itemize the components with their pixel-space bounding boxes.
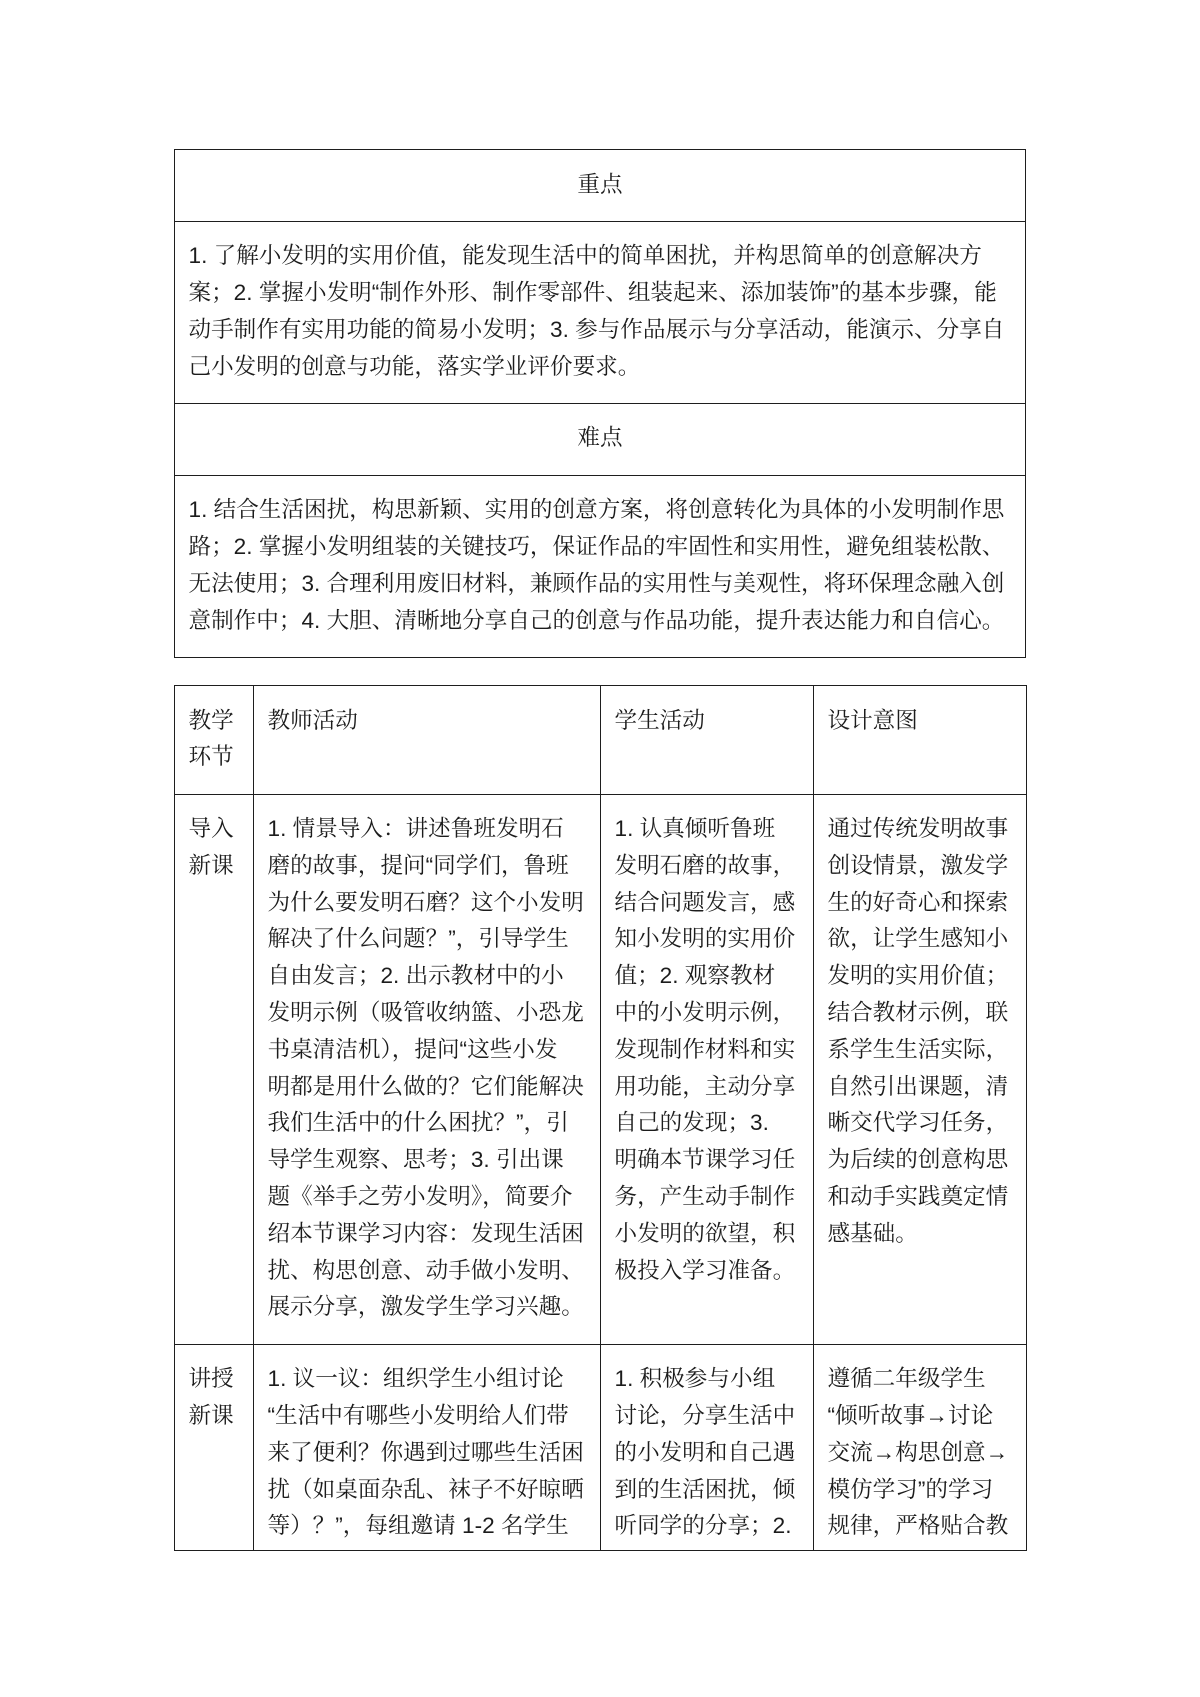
intro-teacher-line: 磨的故事，提问“同学们，鲁班 xyxy=(267,852,569,878)
difficulties-body-cell xyxy=(175,475,1026,657)
difficulties-text xyxy=(189,492,1012,639)
key-points-heading: 重点 xyxy=(577,171,623,197)
intro-stage xyxy=(189,811,240,885)
intro-teacher-cell xyxy=(254,794,601,1344)
intro-teacher-line: 明都是用什么做的？它们能解决 xyxy=(267,1073,584,1099)
lecture-student xyxy=(615,1361,800,1545)
lecture-stage-line: 新课 xyxy=(188,1403,234,1429)
lecture-teacher-line: 1. 议一议：组织学生小组讨论 xyxy=(267,1366,564,1392)
intro-teacher-line: 导学生观察、思考；3. 引出课 xyxy=(267,1147,564,1173)
intro-stage-cell xyxy=(175,794,254,1344)
intro-student-line: 值；2. 观察教材 xyxy=(614,963,776,989)
difficulties-text-line: 路；2. 掌握小发明组装的关键技巧，保证作品的牢固性和实用性，避免组装松散、 xyxy=(188,534,1005,560)
intro-intent xyxy=(828,811,1013,1253)
key-points-heading-row xyxy=(175,150,1026,222)
difficulties-heading-cell xyxy=(175,403,1026,475)
intro-stage-line: 导入 xyxy=(188,816,234,842)
lecture-teacher-cell xyxy=(254,1344,601,1550)
intro-teacher xyxy=(268,811,587,1326)
intro-student-line: 明确本节课学习任 xyxy=(614,1147,796,1173)
lecture-intent-line: 模仿学习”的学习 xyxy=(827,1476,994,1502)
intro-student-line: 小发明的欲望，积 xyxy=(614,1220,796,1246)
intro-intent-line: 和动手实践奠定情 xyxy=(827,1184,1009,1210)
lecture-intent-line: “倾听故事→讨论 xyxy=(827,1403,994,1429)
lecture-intent-line: 规律，严格贴合教 xyxy=(827,1513,1009,1539)
lecture-intent xyxy=(828,1361,1013,1545)
key-points-heading-cell xyxy=(175,150,1026,222)
lecture-intent-line: 交流→构思创意→ xyxy=(827,1439,1009,1465)
difficulties-text-line: 无法使用；3. 合理利用废旧材料，兼顾作品的实用性与美观性，将环保理念融入创 xyxy=(188,570,1005,596)
header-student-cell xyxy=(601,686,814,795)
intro-teacher-line: 为什么要发明石磨？这个小发明 xyxy=(267,889,584,915)
intro-intent-line: 创设情景，激发学 xyxy=(827,852,1009,878)
lecture-student-line: 的小发明和自己遇 xyxy=(614,1439,796,1465)
intro-teacher-line: 展示分享，激发学生学习兴趣。 xyxy=(267,1294,584,1320)
header-intent-cell xyxy=(814,686,1027,795)
lecture-teacher-line: 来了便利？你遇到过哪些生活困 xyxy=(267,1439,584,1465)
header-student: 学生活动 xyxy=(614,707,705,733)
intro-intent-cell xyxy=(814,794,1027,1344)
header-intent: 设计意图 xyxy=(827,707,918,733)
intro-intent-line: 生的好奇心和探索 xyxy=(827,889,1009,915)
header-stage xyxy=(189,703,240,777)
table-row-lecture xyxy=(175,1344,1027,1550)
intro-student-line: 用功能，主动分享 xyxy=(614,1073,796,1099)
intro-teacher-line: 扰、构思创意、动手做小发明、 xyxy=(267,1257,584,1283)
objectives-table xyxy=(174,149,1026,658)
intro-teacher-line: 解决了什么问题？”，引导学生 xyxy=(267,926,569,952)
intro-stage-line: 新课 xyxy=(188,852,234,878)
intro-teacher-line: 1. 情景导入：讲述鲁班发明石 xyxy=(267,816,564,842)
intro-intent-line: 结合教材示例，联 xyxy=(827,1000,1009,1026)
lecture-teacher xyxy=(268,1361,587,1545)
header-row xyxy=(175,686,1027,795)
difficulties-heading: 难点 xyxy=(577,425,623,451)
header-stage-cell xyxy=(175,686,254,795)
intro-intent-line: 通过传统发明故事 xyxy=(827,816,1009,842)
intro-student xyxy=(615,811,800,1289)
intro-intent-line: 为后续的创意构思 xyxy=(827,1147,1009,1173)
intro-intent-line: 系学生生活实际， xyxy=(827,1036,1009,1062)
lecture-intent-cell xyxy=(814,1344,1027,1550)
intro-student-line: 发明石磨的故事， xyxy=(614,852,796,878)
header-teacher: 教师活动 xyxy=(267,707,358,733)
intro-teacher-line: 书桌清洁机），提问“这些小发 xyxy=(267,1036,558,1062)
lecture-teacher-line: “生活中有哪些小发明给人们带 xyxy=(267,1403,569,1429)
key-points-text-line: 己小发明的创意与功能，落实学业评价要求。 xyxy=(188,353,641,379)
intro-student-line: 中的小发明示例， xyxy=(614,1000,796,1026)
intro-student-line: 务，产生动手制作 xyxy=(614,1184,796,1210)
lecture-stage-cell xyxy=(175,1344,254,1550)
lecture-student-cell xyxy=(601,1344,814,1550)
header-stage-line: 教学 xyxy=(188,707,234,733)
lecture-student-line: 听同学的分享；2. xyxy=(614,1513,792,1539)
header-teacher-cell xyxy=(254,686,601,795)
header-stage-line: 环节 xyxy=(188,744,234,770)
intro-intent-line: 发明的实用价值； xyxy=(827,963,1009,989)
key-points-body-cell xyxy=(175,221,1026,403)
lecture-teacher-line: 扰（如桌面杂乱、袜子不好晾晒 xyxy=(267,1476,584,1502)
difficulties-text-line: 1. 结合生活困扰，构思新颖、实用的创意方案，将创意转化为具体的小发明制作思 xyxy=(188,497,1005,523)
intro-teacher-line: 发明示例（吸管收纳篮、小恐龙 xyxy=(267,1000,584,1026)
intro-intent-line: 感基础。 xyxy=(827,1220,918,1246)
lecture-student-line: 到的生活困扰，倾 xyxy=(614,1476,796,1502)
difficulties-body-row xyxy=(175,475,1026,657)
intro-teacher-line: 绍本节课学习内容：发现生活困 xyxy=(267,1220,584,1246)
lecture-stage xyxy=(189,1361,240,1435)
key-points-text-line: 动手制作有实用功能的简易小发明；3. 参与作品展示与分享活动，能演示、分享自 xyxy=(188,316,1005,342)
intro-intent-line: 自然引出课题，清 xyxy=(827,1073,1009,1099)
difficulties-heading-row xyxy=(175,403,1026,475)
table-row-intro xyxy=(175,794,1027,1344)
lecture-student-line: 1. 积极参与小组 xyxy=(614,1366,776,1392)
intro-teacher-line: 题《举手之劳小发明》，简要介 xyxy=(267,1184,573,1210)
intro-student-line: 自己的发现；3. xyxy=(614,1110,769,1136)
intro-student-line: 1. 认真倾听鲁班 xyxy=(614,816,776,842)
intro-student-line: 结合问题发言，感 xyxy=(614,889,796,915)
lecture-teacher-line: 等）？”，每组邀请 1-2 名学生 xyxy=(267,1513,569,1539)
intro-intent-line: 欲，让学生感知小 xyxy=(827,926,1009,952)
difficulties-text-line: 意制作中；4. 大胆、清晰地分享自己的创意与作品功能，提升表达能力和自信心。 xyxy=(188,607,1005,633)
intro-teacher-line: 我们生活中的什么困扰？”，引 xyxy=(267,1110,569,1136)
intro-intent-line: 晰交代学习任务， xyxy=(827,1110,1009,1136)
intro-teacher-line: 自由发言；2. 出示教材中的小 xyxy=(267,963,564,989)
lecture-intent-line: 遵循二年级学生 xyxy=(827,1366,986,1392)
key-points-text-line: 案；2. 掌握小发明“制作外形、制作零部件、组装起来、添加装饰”的基本步骤，能 xyxy=(188,280,997,306)
intro-student-cell xyxy=(601,794,814,1344)
intro-student-line: 发现制作材料和实 xyxy=(614,1036,796,1062)
intro-student-line: 知小发明的实用价 xyxy=(614,926,796,952)
key-points-text xyxy=(189,238,1012,385)
intro-student-line: 极投入学习准备。 xyxy=(614,1257,796,1283)
lecture-student-line: 讨论，分享生活中 xyxy=(614,1403,796,1429)
key-points-text-line: 1. 了解小发明的实用价值，能发现生活中的简单困扰，并构思简单的创意解决方 xyxy=(188,243,982,269)
key-points-body-row xyxy=(175,221,1026,403)
lecture-stage-line: 讲授 xyxy=(188,1366,234,1392)
teaching-process-table xyxy=(174,685,1027,1551)
